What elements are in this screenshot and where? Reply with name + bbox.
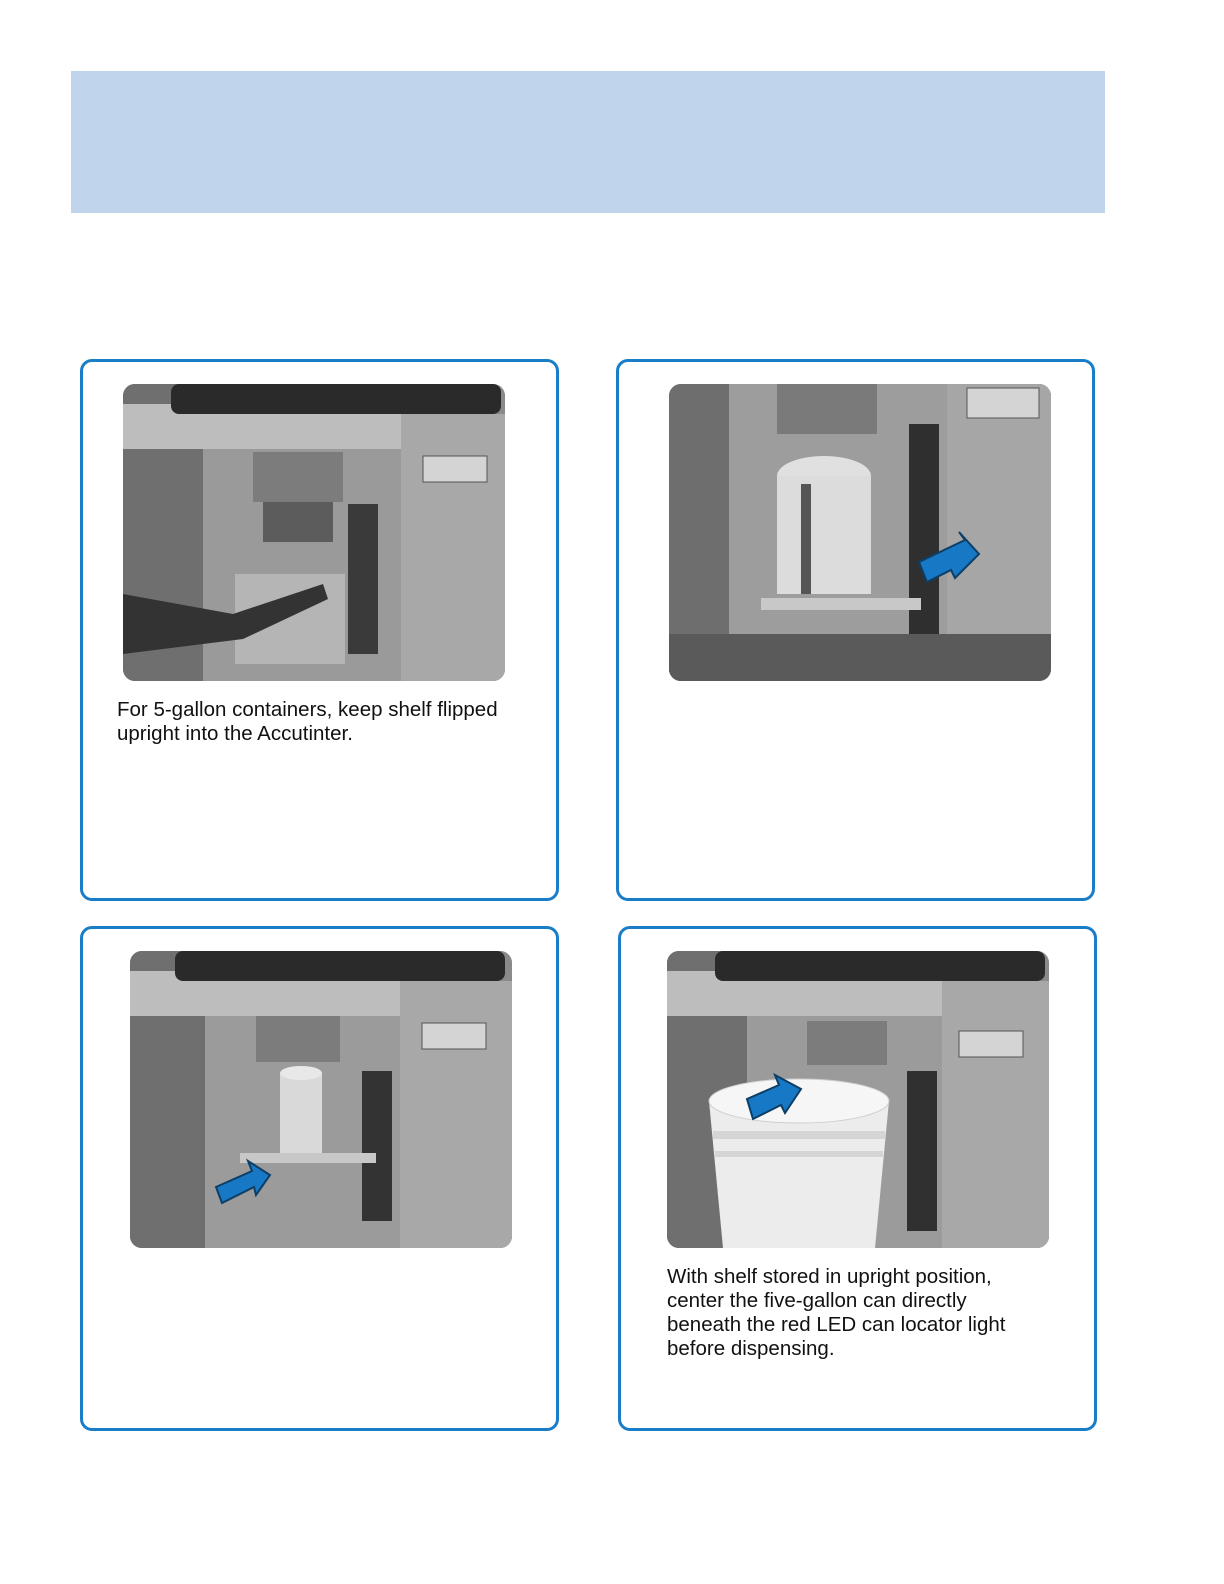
caption-line: upright into the Accutinter. — [117, 722, 353, 745]
caption-line: With shelf stored in upright position, — [667, 1265, 992, 1288]
step-photo-3 — [130, 951, 512, 1248]
header-banner — [71, 71, 1105, 213]
caption-line: beneath the red LED can locator light — [667, 1313, 1006, 1336]
caption-line: center the five-gallon can directly — [667, 1289, 967, 1312]
step-photo-2 — [669, 384, 1051, 681]
caption-line: For 5-gallon containers, keep shelf flipped — [117, 698, 498, 721]
caption-line: before dispensing. — [667, 1337, 835, 1360]
step-photo-1 — [123, 384, 505, 681]
step-caption-1 — [117, 698, 498, 746]
step-caption-4 — [667, 1265, 1005, 1361]
step-photo-4 — [667, 951, 1049, 1248]
